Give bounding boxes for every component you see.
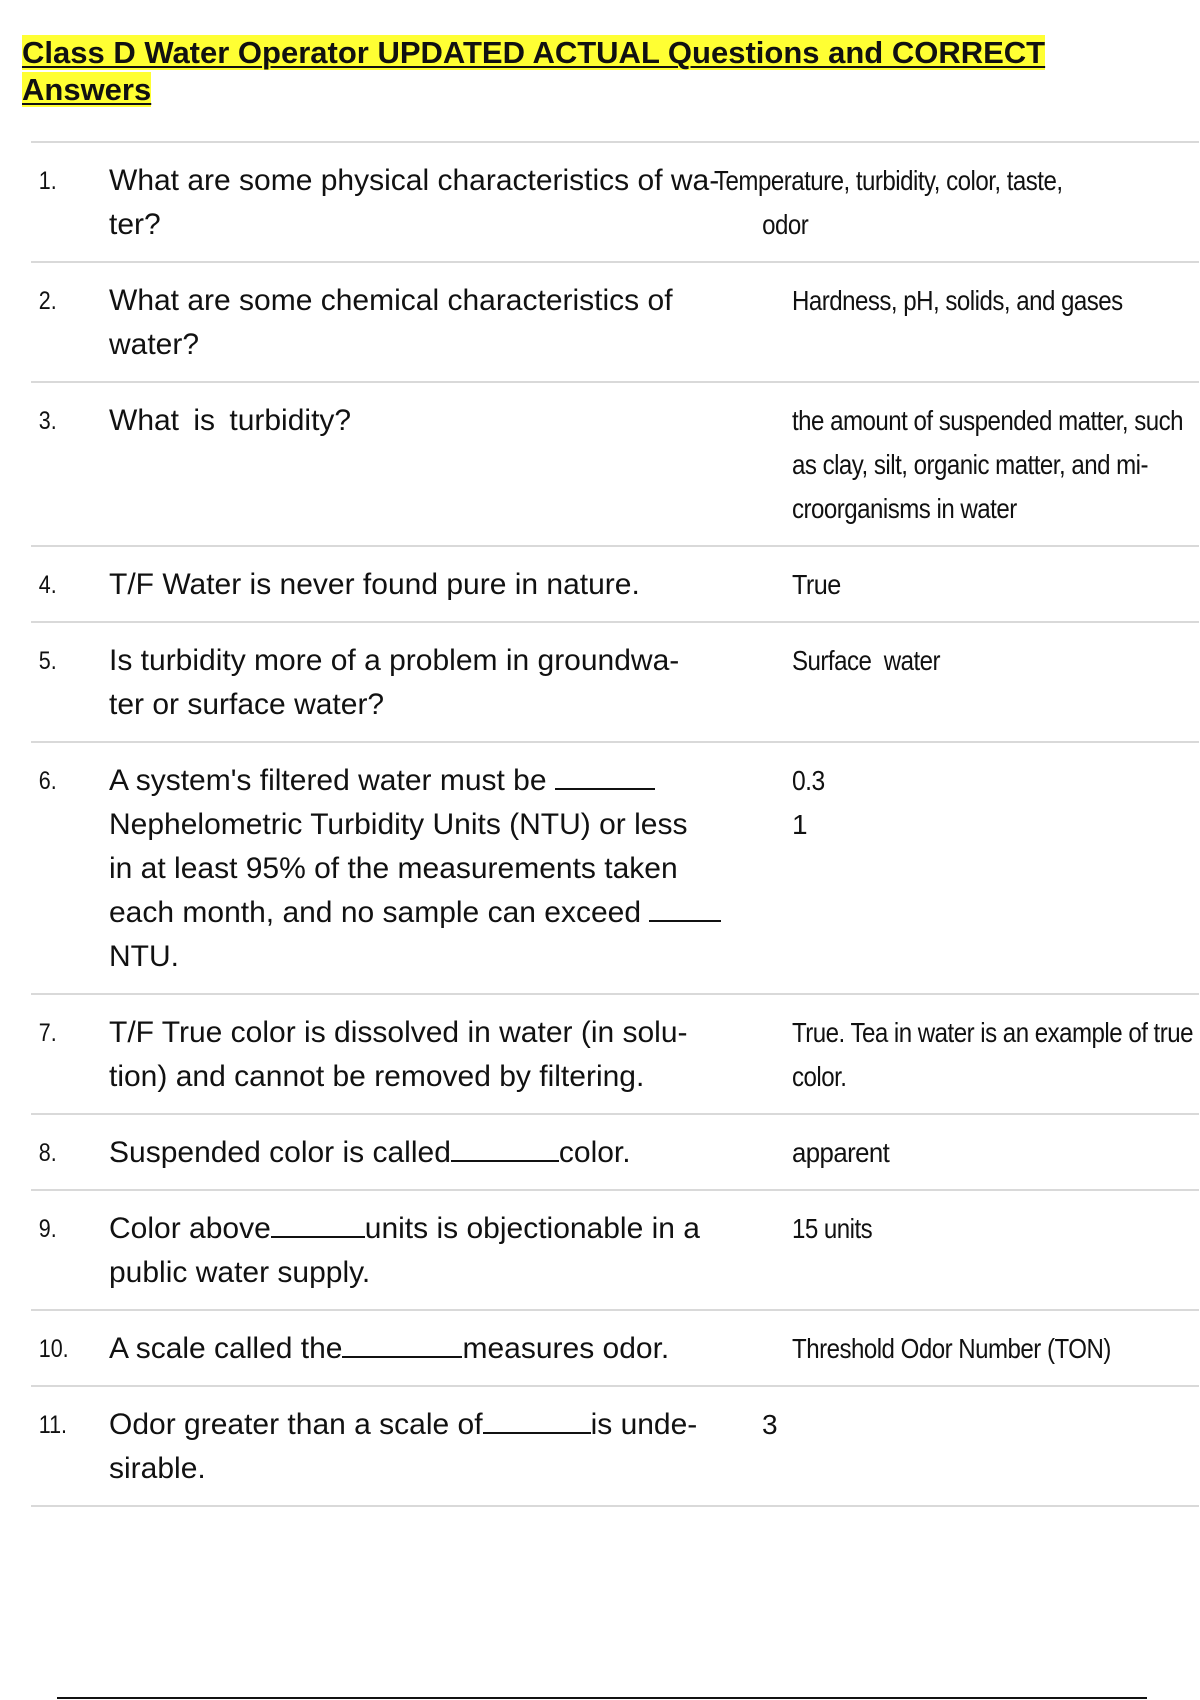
answer-blank — [555, 761, 655, 790]
answer-line: 0.3 — [792, 765, 825, 796]
question-fragment: A scale called the — [109, 1332, 343, 1365]
question-line: sirable. — [109, 1452, 206, 1485]
footer-rule — [57, 1697, 1147, 1699]
question-line: water? — [109, 328, 200, 361]
answer-line: croorganisms in water — [792, 493, 1017, 524]
question-text — [109, 279, 792, 367]
answer-text — [792, 1207, 1199, 1295]
qa-row-4 — [31, 547, 1199, 623]
question-line: ter or surface water? — [109, 688, 385, 721]
question-fragment: Suspended color is called — [109, 1136, 451, 1169]
answer-text — [792, 563, 1199, 607]
answer-blank — [649, 893, 721, 922]
answer-blank — [451, 1133, 559, 1162]
document-title — [22, 34, 1152, 108]
question-text — [109, 759, 792, 979]
answer-text — [714, 159, 1199, 247]
qa-row-3 — [31, 383, 1199, 547]
qa-row-7 — [31, 995, 1199, 1115]
question-line — [109, 1327, 786, 1371]
question-text — [109, 1011, 792, 1099]
question-text — [109, 639, 792, 727]
answer-line: apparent — [792, 1137, 890, 1168]
answer-text — [762, 1403, 1199, 1491]
question-fragment: Color above — [109, 1212, 271, 1245]
answer-line: Hardness, pH, solids, and gases — [792, 285, 1123, 316]
answer-blank — [483, 1405, 591, 1434]
question-line — [109, 1403, 786, 1447]
question-number: 7. — [38, 1019, 57, 1047]
question-fragment: A system's filtered water must be — [109, 764, 547, 797]
question-number: 10. — [38, 1335, 69, 1363]
question-line: Nephelometric Turbidity Units (NTU) or less — [109, 808, 688, 841]
question-number: 1. — [38, 167, 57, 195]
question-line: T/F True color is dissolved in water (in solu- — [109, 1016, 688, 1049]
question-fragment: units is objectionable in a — [364, 1212, 700, 1245]
answer-text — [792, 639, 1199, 727]
answer-blank — [271, 1209, 365, 1238]
answer-text — [792, 1131, 1199, 1175]
question-line: What are some chemical characteristics of — [109, 284, 673, 317]
qa-row-2 — [31, 263, 1199, 383]
question-text — [109, 563, 792, 607]
question-number: 8. — [38, 1139, 57, 1167]
qa-row-10 — [31, 1311, 1199, 1387]
question-line — [109, 759, 786, 803]
qa-row-6 — [31, 743, 1199, 995]
question-fragment: color. — [558, 1136, 631, 1169]
answer-line: Threshold Odor Number (TON) — [792, 1333, 1111, 1364]
question-line: ter? — [109, 208, 161, 241]
answer-line: True — [792, 569, 841, 600]
answer-line: 15 units — [792, 1213, 873, 1244]
qa-row-11 — [31, 1387, 1199, 1507]
question-line: NTU. — [109, 940, 179, 973]
question-fragment: each month, and no sample can exceed — [109, 896, 642, 929]
qa-row-8 — [31, 1115, 1199, 1191]
answer-line: color. — [792, 1061, 847, 1092]
answer-line: as clay, silt, organic matter, and mi- — [792, 449, 1148, 480]
question-number: 9. — [38, 1215, 57, 1243]
question-line — [109, 1131, 786, 1175]
question-fragment: Odor greater than a scale of — [109, 1408, 483, 1441]
question-line: in at least 95% of the measurements taken — [109, 852, 678, 885]
question-number: 3. — [38, 407, 57, 435]
answer-text — [792, 1011, 1200, 1099]
qa-row-9 — [31, 1191, 1199, 1311]
answer-line: True. Tea in water is an example of true — [792, 1017, 1193, 1048]
answer-line: 3 — [762, 1409, 777, 1440]
question-fragment: is unde- — [590, 1408, 698, 1441]
qa-row-1 — [31, 143, 1199, 263]
answer-line: Temperature, turbidity, color, taste, — [714, 165, 1063, 196]
question-number: 4. — [38, 571, 57, 599]
answer-line: Surface water — [792, 645, 941, 676]
question-line: What are some physical characteristics of wa- — [109, 164, 720, 197]
question-text — [109, 1327, 792, 1371]
answer-line: odor — [762, 209, 809, 240]
question-number: 6. — [38, 767, 57, 795]
question-line: public water supply. — [109, 1256, 371, 1289]
question-line: T/F Water is never found pure in nature. — [109, 568, 640, 601]
answer-line: 1 — [792, 809, 807, 840]
answer-text — [792, 759, 1199, 979]
answer-blank — [342, 1329, 462, 1358]
question-text — [109, 1403, 792, 1491]
question-text — [109, 1131, 792, 1175]
question-text — [109, 399, 792, 531]
document-title-text: Class D Water Operator UPDATED ACTUAL Questions and CORRECT Answers — [22, 35, 1046, 107]
question-line — [109, 891, 786, 935]
answer-text — [792, 279, 1199, 367]
question-line: What is turbidity? — [109, 404, 352, 437]
question-line: tion) and cannot be removed by filtering. — [109, 1060, 645, 1093]
question-number: 11. — [38, 1411, 68, 1439]
answer-text — [792, 1327, 1199, 1371]
question-text — [109, 1207, 792, 1295]
qa-row-5 — [31, 623, 1199, 743]
question-text — [109, 159, 792, 247]
question-fragment: measures odor. — [462, 1332, 670, 1365]
answer-line: the amount of suspended matter, such — [792, 405, 1184, 436]
question-line: Is turbidity more of a problem in groundwa- — [109, 644, 680, 677]
question-number: 2. — [38, 287, 57, 315]
qa-table — [31, 141, 1199, 1507]
answer-text — [792, 399, 1200, 531]
question-number: 5. — [38, 647, 57, 675]
question-line — [109, 1207, 786, 1251]
